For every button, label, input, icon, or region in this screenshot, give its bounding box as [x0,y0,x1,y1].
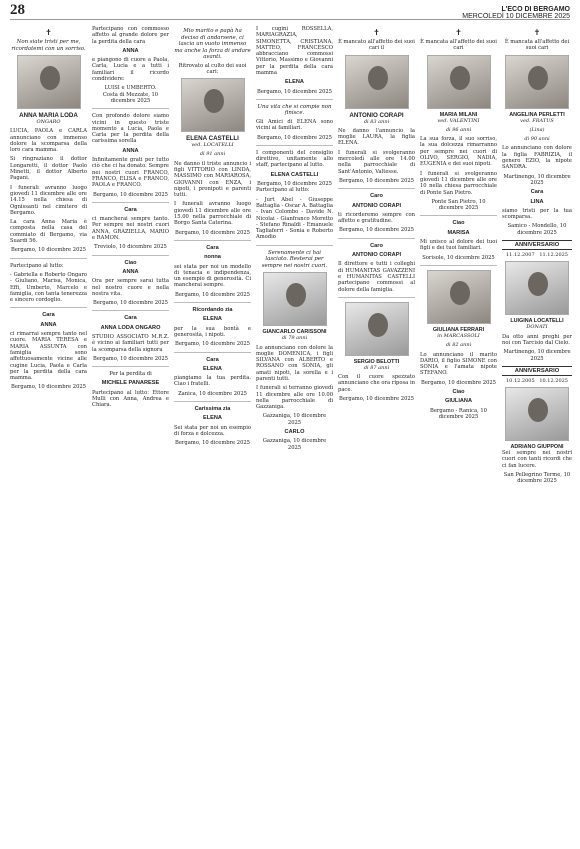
notice-intro: È mancata all'affetto dei suoi cari [420,39,497,52]
portrait-photo [181,78,245,132]
divider [338,188,415,189]
signature: Costa di Mezzate, 10 dicembre 2025 [102,91,159,104]
notice-text: STUDIO ASSOCIATO M.R.Z. è vicino ai familiari tutti per la scomparsa della signora [92,333,169,353]
column-1 [10,26,87,391]
signature: Bergamo, 10 dicembre 2025 [93,300,168,307]
anniversary-dates [502,252,572,258]
anniversary-date-end: 11.12.2025 [539,252,568,259]
column-7 [502,26,572,485]
notice-intro: È mancato all'affetto dei suoi cari il [338,39,415,52]
signature: San Pellegrino Terme, 10 dicembre 2025 [503,472,571,485]
salutation: Cara [530,189,544,196]
divider [10,258,87,259]
notice-text: Mi unisco al dolore dei tuoi figli e dei tuoi familiari. [420,239,497,252]
notice-text: Ne danno il triste annuncio i figli VITTORIO con LINDA, MASSIMO con MARIAROSA, GIOVANNI con ENZA, i nipoti, i pronipoti e parenti tutti. [174,160,251,199]
deceased-name: ANGELINA PERLETTI [509,111,565,118]
notice-intro: Ritrovato al culto dei suoi cari: [178,62,247,75]
divider [92,366,169,367]
signature: Bergamo, 10 dicembre 2025 [175,229,250,236]
deceased-alias: (Lina) [529,126,545,133]
deceased-name: MARIA MILANI [439,111,478,118]
deceased-age: di 83 anni [363,118,390,125]
notice-text: piangiamo la tua perdita. Ciao i fratelli. [174,375,251,388]
signature: LUISI e UMBERTO. [104,85,157,92]
divider [420,215,497,216]
notice-text: Si ringraziano il dottor Longaretti, il dottor Paolo Minetti, il dottor Alberto Pagani. [10,156,87,182]
divider [420,265,497,266]
page-header [10,2,570,20]
notice-text: Lo annunciano il marito DARIO, il figlio SIMONE con SONIA e l'amata nipote STEFANO. [420,351,497,377]
salutation: Cara [124,315,137,322]
salutation-name: ANNA [40,321,57,328]
divider [92,108,169,109]
anniversary-date-end: 10.12.2025 [539,377,568,384]
deceased-age: di 96 anni [445,126,472,133]
cross-icon: ✝ [373,28,380,37]
divider [256,145,333,146]
deceased-name: GIANCARLO CARISSONI [262,329,327,336]
signature: Bergamo, 10 dicembre 2025 [11,384,86,391]
cross-icon: ✝ [455,28,462,37]
salutation-name: ELENA [285,79,304,86]
salutation: Ciao [124,259,137,266]
notice-text: Sei sempre nei nostri cuori con tanti ricordi che ci fan lucere. [502,450,572,469]
divider [92,202,169,203]
signature: Bergamo, 10 dicembre 2025 [175,291,250,298]
notice-text: sei stata per noi un modello di tenacia e indipendenza, un esempio di generosità. Ci mancherai sempre. [174,263,251,289]
salutation: Ciao [452,220,465,227]
deceased-subname: ONGARO [36,119,61,125]
salutation: Cara [206,356,219,363]
signature: Bergamo, 10 dicembre 2025 [175,341,250,348]
deceased-name: SERGIO BELOTTI [353,358,400,365]
signature: Treviolo, 10 dicembre 2025 [94,244,167,251]
salutation: Ricordando zia [192,307,233,314]
signature: Bergamo, 10 dicembre 2025 [421,379,496,386]
newspaper-name: L'ECO DI BERGAMO [501,6,570,13]
notice-text: siamo tristi per la tua scomparsa. [502,207,572,221]
portrait-photo [263,272,327,326]
signature: Bergamo, 10 dicembre 2025 [257,88,332,95]
notice-text: Gli Amici di ELENA sono vicini ai familiari. [256,118,333,132]
signature: Bergamo, 10 dicembre 2025 [257,181,332,188]
cross-icon: ✝ [533,28,541,37]
signature: Bergamo, 10 dicembre 2025 [11,247,86,254]
column-5 [338,26,415,402]
deceased-age: di 82 anni [445,342,472,349]
salutation-name: ELENA [203,415,222,422]
salutation-name: CARLO [284,429,305,436]
salutation-name: GIULIANA [444,398,473,405]
quote: Una vita che si compie non finisce. [257,103,332,117]
divider [174,240,251,241]
participants-head: Partecipano al lutto: [256,187,310,194]
salutation: Carissima zia [194,406,231,412]
salutation-name: MICHELE PANARESE [101,380,160,387]
notice-text: ci rimarrai sempre tanto nel cuore. MARIA TERESA e MARIA ASSUNTA con famiglia sono affettuosamente vicine alle cugine Lucia, Paola e Carla per la perdita della cara mamma. [10,331,87,382]
salutation-name: nonna [204,254,221,261]
deceased-name: ELENA CASTELLI [186,135,239,143]
salutation: Cara [42,312,55,319]
signature: Bergamo - Ranica, 10 dicembre 2025 [430,407,487,420]
portrait-photo [505,387,569,441]
divider [92,310,169,311]
notice-text: Ne danno l'annuncio la moglie LAURA, la figlia ELENA. [338,127,415,147]
signature: Samico - Mondello, 10 dicembre 2025 [507,223,567,236]
quote: Mio marito e papà ha deciso di andarsene, ci lascia un vuoto immenso ma anche la forza di andare avanti. [174,28,251,60]
deceased-subname: in MARCASSOLI [437,332,480,339]
signature: Gazzaniga, 10 dicembre 2025 [262,413,327,426]
issue-date: MERCOLEDÌ 10 DICEMBRE 2025 [462,13,570,20]
divider [256,99,333,100]
notice-text: per la sua bontà e generosità, i nipoti. [174,325,251,338]
salutation-name: ANNA [122,147,139,154]
portrait-photo [17,55,81,109]
notice-text: Il direttore e tutti i colleghi di HUMANITAS GAVAZZENI e HUMANITAS CASTELLI partecipano commossi al dolore della famiglia. [338,261,415,293]
column-3 [174,26,251,446]
portrait-photo [345,55,409,109]
notice-text: Lo annunciano con dolore la moglie DOMENICA, i figli SILVANA con ALBERTO e ROSSANO con SONIA, gli amati nipoti, la sorella e i parenti tutti. [256,344,333,382]
anniversary-banner: ANNIVERSARIO [502,366,572,376]
cross-icon: ✝ [45,28,52,37]
notice-text: Con il cuore spezzato annunciano che ora riposa in pace. [338,374,415,393]
deceased-name: GIULIANA FERRARI [432,326,485,333]
notice-text: I funerali avranno luogo giovedì 11 dicembre alle ore 14.15 nella chiesa di Ognissanti nel cimitero di Bergamo. [10,184,87,216]
notice-text: La cara Anna Maria è composta nella casa del commiato di Bergamo, via Suardi 56. [10,219,87,245]
signature: Martinengo, 10 dicembre 2025 [503,349,571,362]
notice-text: LUCIA, PAOLA e CARLA annunciano con immenso dolore la scomparsa della loro cara mamma. [10,128,87,154]
deceased-age: di 91 anni [199,151,226,158]
signature: Bergamo, 10 dicembre 2025 [93,355,168,362]
column-2 [92,26,169,412]
notice-text: I componenti del consiglio direttivo, unitamente allo staff, partecipano al lutto. [256,149,333,169]
portrait-photo [427,55,491,109]
page-number: 28 [10,2,25,18]
deceased-subname: ved. VALENTINI [437,117,480,124]
notice-text: Con profondo dolore siamo vicini in questo triste momento a Lucia, Paola e Carla per la perdita della carissima sorella [92,113,169,145]
divider [338,297,415,298]
divider [174,302,251,303]
notice-text: I cugini ROSSELLA, MARIAGRAZIA, SIMONETTA, CRISTIANA, MATTEO, FRANCESCO abbracciano commossi Vittorio, Massimo e Giovanni per la perdita della cara mamma [256,26,333,77]
signature: Gazzaniga, 10 dicembre 2025 [262,438,327,451]
signature: Bergamo, 10 dicembre 2025 [93,191,168,198]
divider [10,307,87,308]
notice-text: Partecipano con commosso affetto al grande dolore per la perdita della cara [92,26,169,45]
salutation: Cara [124,206,137,213]
notice-text: La sua forza, il suo sorriso, la sua dolcezza rimarranno per sempre nei cuori di OLIVO, SERGIO, NADIA, EUGENIA e dei suoi nipoti. [420,136,497,168]
notice-text: Da otto anni preghi per noi con Tarcisio dal Cielo. [502,333,572,346]
divider [174,401,251,402]
notice-text: I funerali si terranno giovedì 11 dicembre alle ore 10.00 nella parrocchiale di Gazzaniga. [256,385,333,411]
signature: Bergamo, 10 dicembre 2025 [257,134,332,141]
anniversary-banner: ANNIVERSARIO [502,240,572,250]
signature: Martinengo, 10 dicembre 2025 [503,173,571,186]
divider [92,255,169,256]
deceased-subname: DONATI [526,324,548,331]
deceased-subname: ved. FRATUS [520,117,554,124]
notice-text: I funerali si svolgeranno mercoledì alle ore 14.00 nella parrocchiale di Sant'Antonio, Valtesse. [338,149,415,175]
deceased-age: di 87 anni [363,364,390,371]
notice-text: Lo annunciano con dolore la figlia FABRIZIA, il genero EZIO, la nipote SANDRA. [502,145,572,171]
notice-intro: È mancata all'affetto dei suoi cari [504,39,570,52]
column-4 [256,26,333,451]
participants-text: - Gabriella e Roberto Ongaro - Giuliano, Marisa, Monica, Effi, Umberto, Marcelo e famiglia, con tanta tenerezza e sincero cordoglio. [10,271,87,304]
participants-head: Partecipano al lutto: [10,262,64,269]
anniversary-date-start: 10.12.2005 [506,377,535,384]
signature: Bergamo, 10 dicembre 2025 [339,227,414,234]
anniversary-dates [502,378,572,384]
salutation: Cara [206,244,219,251]
signature: Ponte San Pietro, 10 dicembre 2025 [431,198,486,212]
notice-text: ci mancherai sempre tanto. Per sempre nei nostri cuori ANNA, GRAZIELLA, MARIO e RAMON. [92,216,169,242]
deceased-name: ANTONIO CORAPI [349,111,404,119]
signature: Sorisole, 10 dicembre 2025 [422,254,495,261]
divider [338,238,415,239]
salutation-name: MARISA [447,229,470,236]
notice-text: Sei stata per noi un esempio di forza e dolcezza. [174,424,251,437]
participants-list: - Jurt Abel - Giuseppe Battaglia - Oscar A. Battaglia - Ivan Colombo - Davide N. Nicolai - Gianfranco Moretto - Stefano Rinaldi - Emanuele Tagliaferri - Sonia e Roberto Amodio [256,196,333,241]
portrait-photo [345,302,409,356]
notice-text: Partecipano al lutto: Ettore Mulli con Anna, Andrea e Chiara. [92,389,169,409]
notice-text: Ora per sempre sarai tutta nel nostro cuore e nella nostra vita. [92,278,169,297]
deceased-name: ADRIANO GIUPPONI [510,444,564,451]
deceased-subname: ved. LOCATELLI [191,142,234,149]
salutation-name: ANTONIO CORAPI [352,202,401,209]
portrait-photo [505,261,569,315]
signature: Zanica, 10 dicembre 2025 [178,390,247,397]
quote: Serenamente ci hai lasciato. Resterai per sempre nei nostri cuori. [261,249,328,269]
signature: Bergamo, 10 dicembre 2025 [339,396,414,403]
salutation-name: ELENA CASTELLI [270,171,319,178]
salutation-name: ELENA [203,316,222,323]
deceased-name: LUIGINA LOCATELLI [510,318,564,325]
notice-text: e piangono di cuore a Paola, Carla, Lucia e a tutti i familiari il ricordo condividere: [92,57,169,83]
salutation-name: ELENA [203,365,222,372]
column-6 [420,26,497,420]
notice-text: ti ricorderemo sempre con affetto e gratitudine. [338,211,415,225]
salutation-name: ANNA [122,268,139,275]
portrait-photo [505,55,569,109]
deceased-age: di 90 anni [524,136,550,143]
anniversary-date-start: 11.12.2007 [506,252,535,259]
divider [256,245,333,246]
notice-intro: Per la perdita di [109,371,152,378]
salutation: Caro [370,242,383,249]
deceased-age: di 79 anni [281,335,308,342]
header-info [462,6,570,20]
signature: Bergamo, 10 dicembre 2025 [339,177,414,184]
notice-text: I funerali si svolgeranno giovedì 11 dicembre alle ore 10 nella chiesa parrocchiale di Ponte San Pietro. [420,170,497,196]
portrait-photo [427,270,491,324]
salutation-name: ANNA LODA ONGARO [100,324,161,331]
salutation: Ciao [452,389,465,396]
divider [174,352,251,353]
signature: Bergamo, 10 dicembre 2025 [175,440,250,447]
salutation: Caro [370,193,383,200]
salutation-name: ANNA [122,47,139,54]
notice-text: Infinitamente grati per tutto ciò che ci ha donato. Sempre nei nostri cuori FRANCO, FRANCO, ELISA e FRANCO, PAOLA e FRANCO. [92,157,169,189]
notice-text: I funerali avranno luogo giovedì 11 dicembre alle ore 15.00 nella parrocchiale di Borgo Santa Caterina. [174,201,251,227]
quote: Non siate tristi per me, ricordatemi con un sorriso. [11,39,86,52]
deceased-name: ANNA MARIA LODA [19,112,78,119]
salutation-name: ANTONIO CORAPI [352,252,401,259]
salutation-name: LINA [530,198,544,205]
